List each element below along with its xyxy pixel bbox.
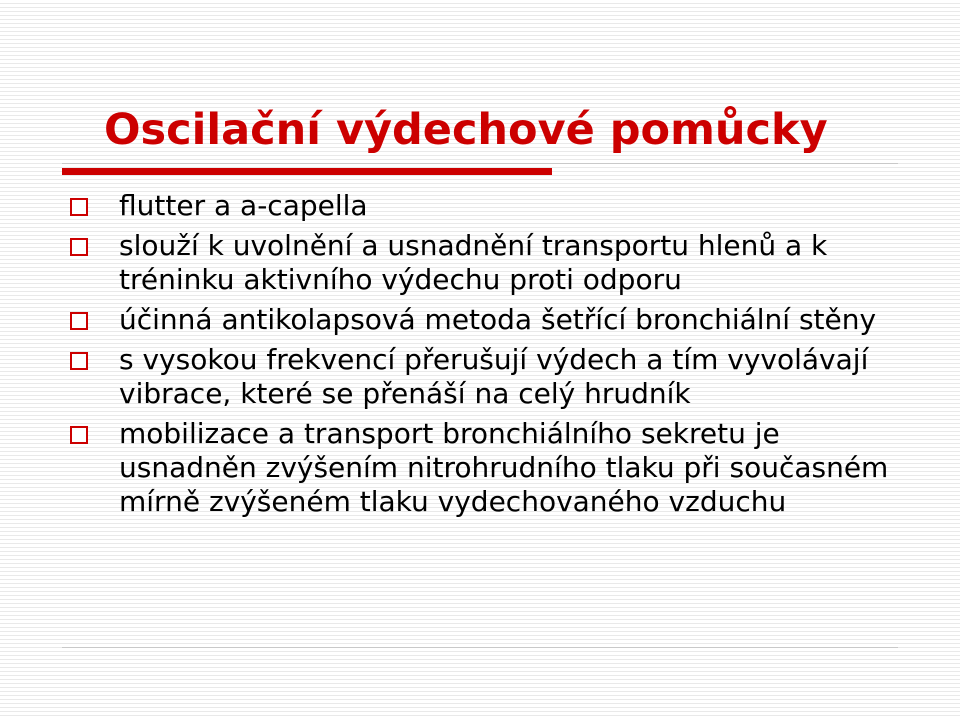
- bullet-item: [70, 343, 900, 411]
- bullet-item: [70, 417, 900, 519]
- hollow-square-bullet-icon: [70, 198, 88, 216]
- hollow-square-bullet-icon: [70, 352, 88, 370]
- hollow-square-bullet-icon: [70, 312, 88, 330]
- slide-title: Oscilační výdechové pomůcky: [104, 105, 828, 155]
- bullet-item: [70, 303, 900, 337]
- bullet-text: mobilizace a transport bronchiálního sekretu je usnadněn zvýšením nitrohrudního tlaku při současném mírně zvýšeném tlaku vydechovaného vzduchu: [119, 417, 889, 518]
- bullet-text: účinná antikolapsová metoda šetřící bronchiální stěny: [119, 303, 877, 336]
- bullet-item: [70, 229, 900, 297]
- bullet-text: slouží k uvolnění a usnadnění transportu hlenů a k tréninku aktivního výdechu proti odporu: [119, 229, 828, 296]
- bullet-text: flutter a a-capella: [119, 189, 368, 222]
- bullet-text: s vysokou frekvencí přerušují výdech a tím vyvolávají vibrace, které se přenáší na celý hrudník: [119, 343, 869, 410]
- hollow-square-bullet-icon: [70, 238, 88, 256]
- title-accent-bar: [62, 168, 552, 175]
- hollow-square-bullet-icon: [70, 426, 88, 444]
- bullet-list: [70, 189, 900, 525]
- bullet-item: [70, 189, 900, 223]
- bottom-divider-line: [62, 647, 898, 648]
- title-divider-line: [62, 163, 898, 164]
